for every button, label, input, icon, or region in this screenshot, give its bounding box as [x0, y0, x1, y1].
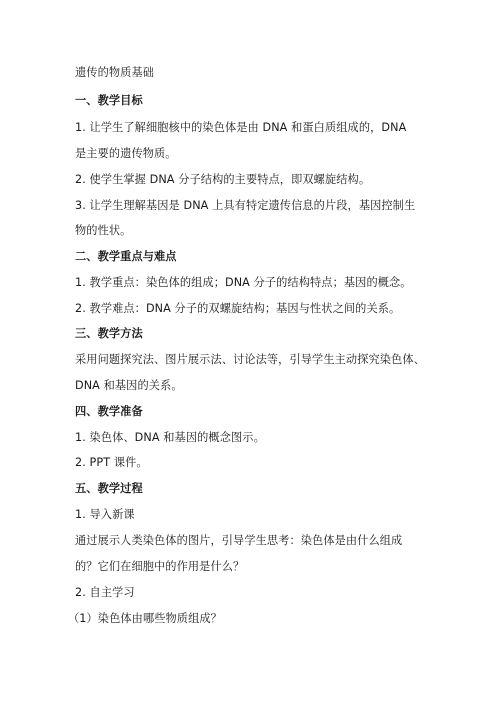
paragraph-line: 的？它们在细胞中的作用是什么？ — [75, 560, 245, 573]
paragraph-line: 是主要的遗传物质。 — [75, 147, 177, 160]
paragraph-line: 2. 使学生掌握 DNA 分子结构的主要特点，即双螺旋结构。 — [75, 173, 371, 186]
paragraph-line: （1）染色体由哪些物质组成？ — [68, 612, 222, 625]
paragraph-line: 物的性状。 — [75, 224, 132, 237]
section-heading-key-points: 二、教学重点与难点 — [75, 250, 177, 263]
section-heading-methods: 三、教学方法 — [75, 327, 143, 340]
paragraph-line: 1. 教学重点：染色体的组成；DNA 分子的结构特点；基因的概念。 — [75, 276, 412, 289]
section-heading-objectives: 一、教学目标 — [75, 94, 143, 107]
section-heading-process: 五、教学过程 — [75, 482, 143, 495]
paragraph-line: 2. 自主学习 — [75, 586, 135, 599]
paragraph-line: 采用问题探究法、图片展示法、讨论法等，引导学生主动探究染色体、 — [75, 353, 425, 366]
document-title: 遗传的物质基础 — [75, 66, 155, 79]
paragraph-line: 2. 教学难点：DNA 分子的双螺旋结构；基因与性状之间的关系。 — [75, 302, 401, 315]
paragraph-line: 3. 让学生理解基因是 DNA 上具有特定遗传信息的片段，基因控制生 — [75, 199, 416, 212]
paragraph-line: 2. PPT 课件。 — [75, 456, 148, 469]
paragraph-line: 1. 导入新课 — [75, 508, 135, 521]
section-heading-preparation: 四、教学准备 — [75, 405, 143, 418]
paragraph-line: 通过展示人类染色体的图片，引导学生思考：染色体是由什么组成 — [75, 534, 403, 547]
paragraph-line: 1. 让学生了解细胞核中的染色体是由 DNA 和蛋白质组成的，DNA — [75, 121, 407, 134]
paragraph-line: DNA 和基因的关系。 — [75, 379, 183, 392]
paragraph-line: 1. 染色体、DNA 和基因的概念图示。 — [75, 431, 265, 444]
